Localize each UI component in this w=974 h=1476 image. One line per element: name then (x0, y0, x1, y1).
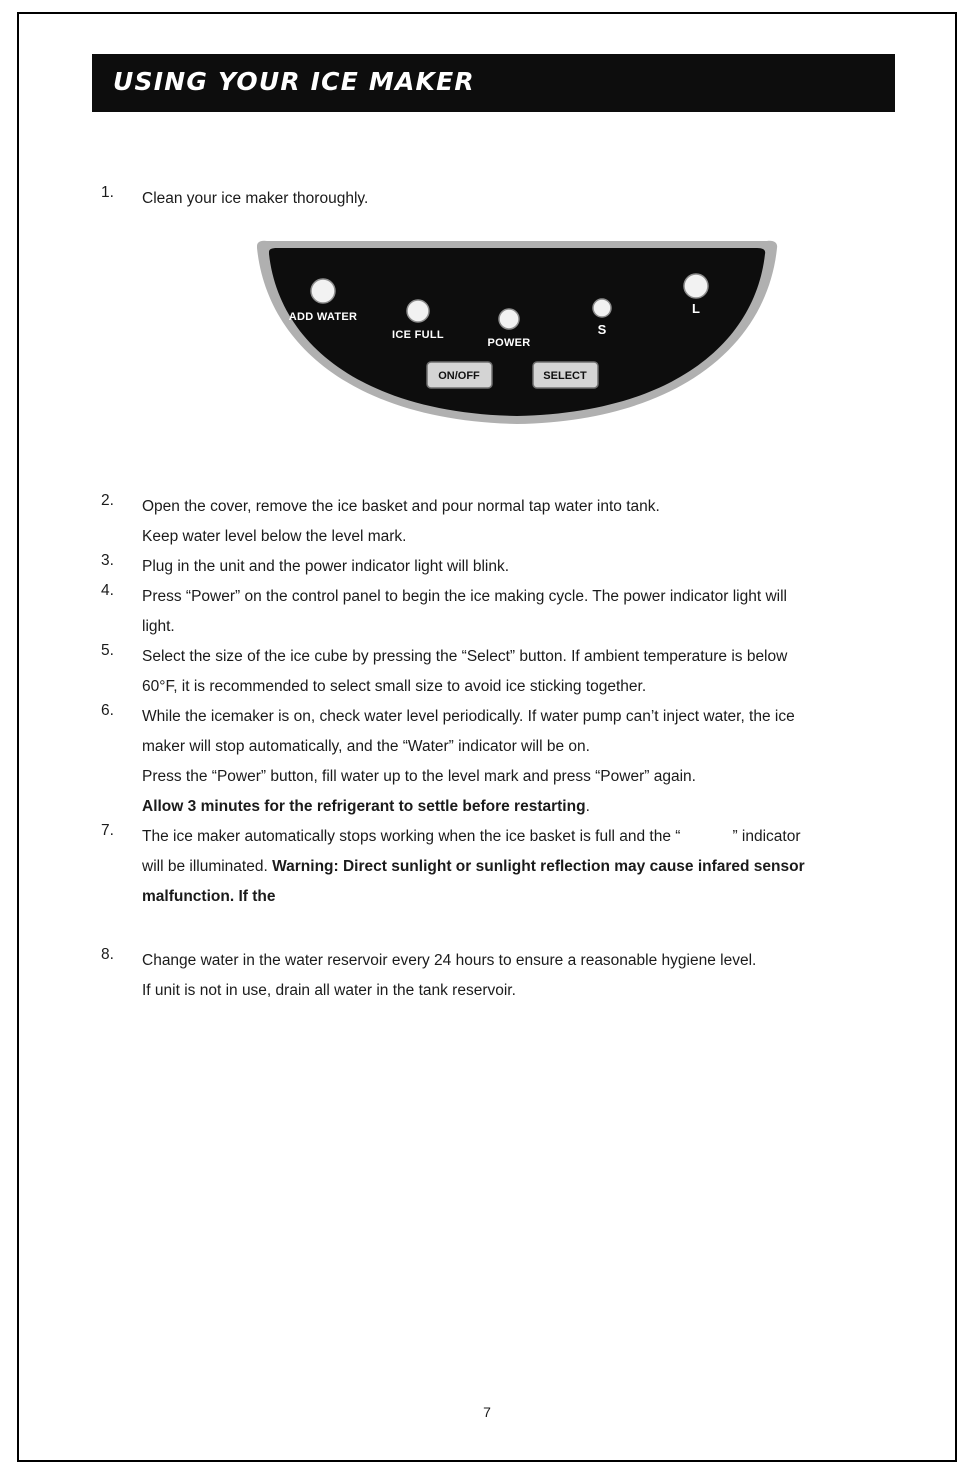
step-text-line (142, 612, 919, 642)
step-text-line (142, 642, 919, 672)
button-on-off-label: ON/OFF (438, 370, 480, 382)
step-text: Press “Power” on the control panel to begin the ice making cycle. The power indicator light will (142, 588, 788, 605)
section-header-banner (92, 54, 895, 112)
step-text-line (142, 522, 919, 552)
step-text-bold: Warning: Direct sunlight or sunlight reflection may cause infared sensor (272, 858, 805, 875)
step-text: While the icemaker is on, check water level periodically. If water pump can’t inject water, the ice (142, 708, 795, 725)
button-select-label: SELECT (543, 370, 587, 382)
label-size-large: L (692, 301, 700, 316)
label-ice-full: ICE FULL (392, 329, 444, 341)
step-text-line (142, 792, 919, 822)
step-text-line (142, 492, 919, 522)
instruction-step (89, 184, 919, 214)
step-text: Plug in the unit and the power indicator light will blink. (142, 558, 510, 575)
page-title: USING YOUR ICE MAKER (113, 67, 475, 96)
step-text: Keep water level below the level mark. (142, 528, 407, 545)
instruction-step (89, 946, 919, 1006)
step-text: light. (142, 618, 175, 635)
page-content (19, 14, 955, 1460)
step-text-line (142, 882, 919, 912)
step-text-line (142, 976, 919, 1006)
label-add-water: ADD WATER (288, 311, 358, 323)
step-text-line (142, 732, 919, 762)
step-number: 4. (101, 582, 114, 599)
step-text-line (142, 762, 919, 792)
step-text-line (142, 702, 919, 732)
step-text: . (585, 798, 590, 815)
instruction-step (89, 582, 919, 642)
step-text: Change water in the water reservoir every 24 hours to ensure a reasonable hygiene level. (142, 952, 757, 969)
step-text: Press the “Power” button, fill water up to the level mark and press “Power” again. (142, 768, 696, 785)
step-text: maker will stop automatically, and the “Water” indicator will be on. (142, 738, 590, 755)
instruction-step (89, 492, 919, 552)
step-text: If unit is not in use, drain all water in the tank reservoir. (142, 982, 516, 999)
label-power: POWER (487, 337, 531, 349)
instruction-steps-list (89, 184, 919, 1006)
instruction-step (89, 642, 919, 702)
step-text-bold: Allow 3 minutes for the refrigerant to settle before restarting (142, 798, 586, 815)
instruction-step (89, 822, 919, 912)
step-text: 60°F, it is recommended to select small size to avoid ice sticking together. (142, 678, 647, 695)
step-text-line (142, 184, 919, 214)
step-number: 2. (101, 492, 114, 509)
instruction-step (89, 702, 919, 822)
step-text: will be illuminated. (142, 858, 273, 875)
instruction-step (89, 552, 919, 582)
step-text: Select the size of the ice cube by pressing the “Select” button. If ambient temperature is below (142, 648, 788, 665)
step-number: 1. (101, 184, 114, 201)
step-text-line (142, 852, 919, 882)
step-text-line (142, 672, 919, 702)
label-size-small: S (597, 322, 607, 337)
manual-page (17, 12, 957, 1462)
step-text-line (142, 552, 919, 582)
step-number: 6. (101, 702, 114, 719)
step-number: 5. (101, 642, 114, 659)
step-text: The ice maker automatically stops working when the ice basket is full and the “ (142, 828, 681, 845)
step-text-line (142, 946, 919, 976)
step-text: Open the cover, remove the ice basket and pour normal tap water into tank. (142, 498, 660, 515)
step-text-line (142, 582, 919, 612)
step-text: ” indicator (732, 828, 801, 845)
step-text-line (142, 822, 919, 852)
step-text-bold: malfunction. If the (142, 888, 276, 905)
step-number: 3. (101, 552, 114, 569)
page-number: 7 (483, 1404, 491, 1420)
step-text: Clean your ice maker thoroughly. (142, 190, 369, 207)
step-number: 7. (101, 822, 114, 839)
step-number: 8. (101, 946, 114, 963)
